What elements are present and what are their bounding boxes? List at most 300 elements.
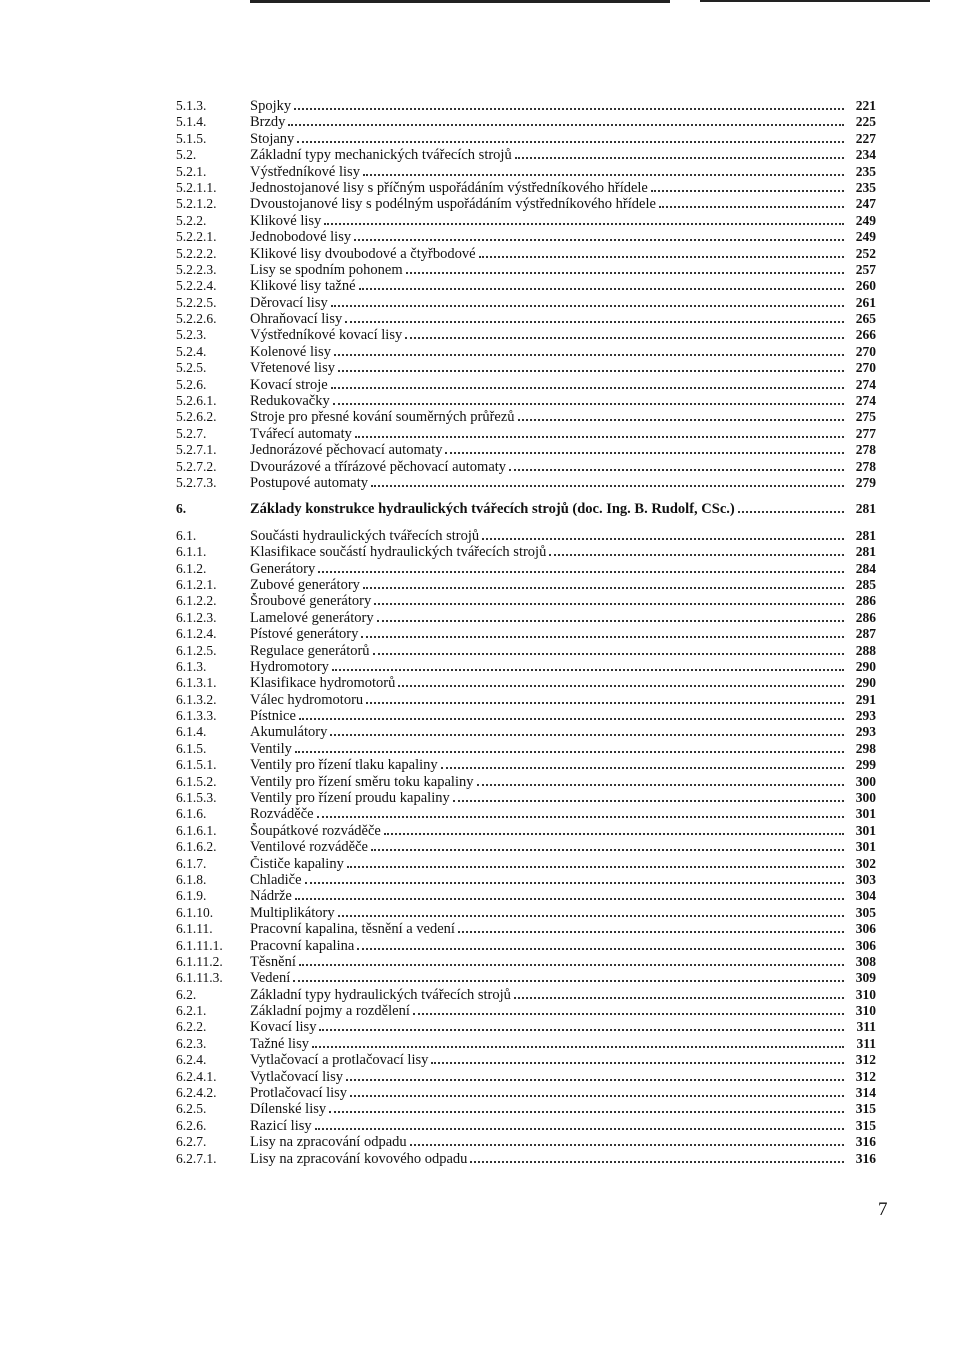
toc-entry-page: 316 bbox=[855, 1150, 876, 1166]
toc-entry bbox=[176, 985, 876, 1001]
toc-entry-page: 301 bbox=[855, 822, 876, 838]
toc-entry-number: 5.2.6. bbox=[176, 376, 207, 392]
toc-entry-number: 5.2.2.4. bbox=[176, 278, 217, 294]
toc-entry-title: Válec hydromotoru bbox=[250, 691, 364, 708]
toc-entry bbox=[176, 690, 876, 706]
toc-entry-number: 6.1.11.1. bbox=[176, 937, 223, 953]
toc-entry bbox=[176, 178, 876, 194]
toc-entry-page: 312 bbox=[855, 1052, 876, 1068]
toc-entry-page: 277 bbox=[855, 425, 876, 441]
toc-entry-page: 270 bbox=[855, 360, 876, 376]
toc-entry-title: Zubové generátory bbox=[250, 576, 360, 593]
toc-entry-number: 6.2.4. bbox=[176, 1052, 207, 1068]
toc-entry-title: Dvoustojanové lisy s podélným uspořádáním výstředníkového hřídele bbox=[250, 196, 656, 213]
toc-entry bbox=[176, 739, 876, 755]
toc-entry bbox=[176, 162, 876, 178]
toc-entry-title: Výstředníkové lisy bbox=[250, 163, 360, 180]
toc-entry-number: 6.1.5.3. bbox=[176, 790, 217, 806]
toc-entry bbox=[176, 821, 876, 837]
toc-entry-number: 6.1.8. bbox=[176, 871, 207, 887]
toc-entry-title: Součásti hydraulických tvářecích strojů bbox=[250, 527, 480, 544]
toc-entry-number: 6.2.7. bbox=[176, 1134, 207, 1150]
dot-leader bbox=[515, 145, 844, 159]
page-number: 7 bbox=[878, 1199, 888, 1220]
dot-leader bbox=[305, 870, 844, 884]
toc-entry-number: 5.2.1. bbox=[176, 163, 207, 179]
toc-entry bbox=[176, 673, 876, 692]
dot-leader bbox=[295, 886, 844, 900]
toc-entry-number: 5.2.7. bbox=[176, 425, 207, 441]
toc-entry-page: 301 bbox=[855, 839, 876, 855]
toc-entry-title: Ventily pro řízení směru toku kapaliny bbox=[250, 773, 474, 790]
toc-entry-title: Akumulátory bbox=[250, 724, 328, 741]
toc-entry bbox=[176, 1034, 876, 1050]
toc-entry-page: 227 bbox=[855, 130, 876, 146]
toc-entry-number: 5.2.7.1. bbox=[176, 442, 217, 458]
toc-entry-title: Čističe kapaliny bbox=[250, 855, 344, 872]
toc-entry-title: Chladiče bbox=[250, 871, 302, 888]
toc-entry-number: 6.1.4. bbox=[176, 724, 207, 740]
dot-leader bbox=[359, 276, 844, 290]
scan-edge-mark bbox=[700, 0, 930, 2]
dot-leader bbox=[334, 342, 844, 356]
toc-entry-number: 6.1.9. bbox=[176, 888, 207, 904]
toc-entry-page: 221 bbox=[855, 98, 876, 113]
toc-entry-title: Jednobodové lisy bbox=[250, 229, 352, 246]
toc-entry-page: 279 bbox=[855, 474, 876, 490]
toc-entry-title: Šoupátkové rozváděče bbox=[250, 822, 381, 839]
toc-entry-page: 303 bbox=[855, 871, 876, 887]
toc-entry-page: 315 bbox=[855, 1117, 876, 1133]
toc-entry bbox=[176, 96, 876, 112]
toc-entry-number: 5.2.7.3. bbox=[176, 474, 217, 490]
dot-leader bbox=[509, 457, 844, 471]
toc-entry bbox=[176, 499, 876, 518]
toc-entry-number: 5.2.2.1. bbox=[176, 229, 217, 245]
toc-entry-title: Vedení bbox=[250, 970, 291, 987]
toc-entry-page: 281 bbox=[855, 501, 876, 517]
toc-entry-page: 270 bbox=[855, 343, 876, 359]
toc-entry bbox=[176, 804, 876, 823]
toc-entry-number: 6.1.3.2. bbox=[176, 691, 217, 707]
toc-entry-title: Pístnice bbox=[250, 708, 296, 725]
dot-leader bbox=[479, 244, 844, 258]
toc-entry-number: 6.2.2. bbox=[176, 1019, 207, 1035]
toc-entry-number: 6.1.3. bbox=[176, 658, 207, 674]
dot-leader bbox=[514, 985, 844, 999]
toc-entry bbox=[176, 936, 876, 952]
toc-entry-title: Pístové generátory bbox=[250, 626, 359, 643]
toc-entry bbox=[176, 542, 876, 561]
toc-entry-title: Šroubové generátory bbox=[250, 593, 372, 610]
toc-entry bbox=[176, 657, 876, 673]
toc-entry-number: 6.1.11.3. bbox=[176, 970, 223, 986]
dot-leader bbox=[330, 722, 844, 736]
toc-entry-title: Stojany bbox=[250, 130, 295, 147]
dot-leader bbox=[338, 358, 844, 372]
toc-entry bbox=[176, 837, 876, 856]
toc-entry bbox=[176, 473, 876, 489]
toc-entry-title: Základy konstrukce hydraulických tvářecích strojů (doc. Ing. B. Rudolf, CSc.) bbox=[250, 501, 735, 518]
toc-entry-number: 5.2.6.2. bbox=[176, 409, 217, 425]
toc-entry-page: 300 bbox=[855, 773, 876, 789]
toc-entry-number: 6.1. bbox=[176, 527, 197, 543]
toc-entry-page: 288 bbox=[855, 642, 876, 658]
toc-entry-title: Hydromotory bbox=[250, 658, 329, 675]
toc-entry-number: 6.1.1. bbox=[176, 544, 207, 560]
dot-leader bbox=[549, 542, 844, 556]
toc-entry bbox=[176, 624, 876, 643]
toc-entry bbox=[176, 1083, 876, 1102]
toc-entry-number: 6. bbox=[176, 501, 187, 517]
toc-entry-page: 281 bbox=[855, 544, 876, 560]
dot-leader bbox=[346, 1067, 844, 1081]
toc-entry-page: 274 bbox=[855, 376, 876, 392]
dot-leader bbox=[482, 526, 844, 540]
dot-leader bbox=[477, 772, 845, 786]
dot-leader bbox=[406, 260, 844, 274]
toc-entry-page: 306 bbox=[855, 921, 876, 937]
toc-entry-page: 293 bbox=[855, 724, 876, 740]
toc-entry bbox=[176, 1050, 876, 1069]
dot-leader bbox=[398, 673, 844, 687]
toc-entry-number: 6.1.2.2. bbox=[176, 593, 217, 609]
toc-entry-number: 6.2.4.1. bbox=[176, 1068, 217, 1084]
dot-leader bbox=[374, 591, 844, 605]
toc-entry-number: 5.2.1.2. bbox=[176, 196, 217, 212]
toc-entry bbox=[176, 342, 876, 358]
toc-entry-page: 299 bbox=[855, 757, 876, 773]
toc-entry bbox=[176, 641, 876, 657]
toc-entry bbox=[176, 424, 876, 440]
toc-entry-title: Klikové lisy dvoubodové a čtyřbodové bbox=[250, 245, 476, 262]
toc-entry-title: Brzdy bbox=[250, 114, 286, 131]
toc-entry bbox=[176, 722, 876, 741]
toc-entry-title: Klikové lisy bbox=[250, 212, 322, 229]
toc-entry-number: 6.1.11. bbox=[176, 921, 213, 937]
toc-entry-page: 293 bbox=[855, 708, 876, 724]
toc-entry-page: 234 bbox=[855, 147, 876, 163]
dot-leader bbox=[317, 804, 844, 818]
toc-entry bbox=[176, 358, 876, 377]
dot-leader bbox=[294, 96, 844, 110]
toc-entry-title: Základní typy hydraulických tvářecích strojů bbox=[250, 986, 511, 1003]
dot-leader bbox=[371, 473, 844, 487]
toc-entry-page: 291 bbox=[855, 691, 876, 707]
toc-entry-page: 225 bbox=[855, 114, 876, 130]
dot-leader bbox=[354, 227, 844, 241]
toc-entry-title: Dílenské lisy bbox=[250, 1101, 327, 1118]
toc-entry-page: 257 bbox=[855, 261, 876, 277]
toc-entry bbox=[176, 293, 876, 309]
toc-entry bbox=[176, 952, 876, 968]
dot-leader bbox=[361, 624, 844, 638]
toc-entry-number: 5.2.2.5. bbox=[176, 294, 217, 310]
dot-leader bbox=[377, 608, 844, 622]
dot-leader bbox=[299, 952, 844, 966]
toc-entry bbox=[176, 325, 876, 344]
dot-leader bbox=[518, 407, 844, 421]
toc-entry-title: Multiplikátory bbox=[250, 904, 335, 921]
dot-leader bbox=[470, 1149, 844, 1163]
toc-entry bbox=[176, 309, 876, 328]
dot-leader bbox=[338, 903, 844, 917]
toc-entry bbox=[176, 260, 876, 276]
toc-entry-number: 5.2.2. bbox=[176, 212, 207, 228]
toc-entry-number: 5.2.7.2. bbox=[176, 458, 217, 474]
toc-entry-page: 316 bbox=[855, 1134, 876, 1150]
dot-leader bbox=[295, 739, 844, 753]
toc-entry bbox=[176, 375, 876, 391]
toc-entry bbox=[176, 129, 876, 145]
dot-leader bbox=[347, 854, 844, 868]
toc-entry bbox=[176, 440, 876, 459]
toc-entry-page: 314 bbox=[855, 1085, 876, 1101]
toc-entry-number: 6.2.3. bbox=[176, 1035, 207, 1051]
dot-leader bbox=[441, 755, 844, 769]
toc-entry-number: 5.2.2.6. bbox=[176, 311, 217, 327]
toc-entry-number: 5.2.2.2. bbox=[176, 245, 217, 261]
toc-entry-number: 5.2.5. bbox=[176, 360, 207, 376]
dot-leader bbox=[333, 391, 844, 405]
toc-entry-page: 281 bbox=[855, 527, 876, 543]
toc-entry-title: Klikové lisy tažné bbox=[250, 278, 356, 295]
toc-entry-page: 235 bbox=[855, 163, 876, 179]
toc-entry bbox=[176, 145, 876, 164]
dot-leader bbox=[332, 657, 844, 671]
toc-entry-page: 286 bbox=[855, 593, 876, 609]
toc-entry-number: 6.1.6.1. bbox=[176, 822, 217, 838]
toc-entry-number: 6.1.2.1. bbox=[176, 576, 217, 592]
dot-leader bbox=[738, 499, 844, 513]
toc-entry bbox=[176, 227, 876, 246]
toc-entry-title: Ventily pro řízení proudu kapaliny bbox=[250, 790, 450, 807]
toc-entry-page: 260 bbox=[855, 278, 876, 294]
toc-entry-title: Postupové automaty bbox=[250, 474, 369, 491]
toc-entry-page: 308 bbox=[855, 953, 876, 969]
toc-entry-page: 315 bbox=[855, 1101, 876, 1117]
toc-entry-number: 6.2.5. bbox=[176, 1101, 207, 1117]
toc-entry-title: Základní typy mechanických tvářecích strojů bbox=[250, 147, 512, 164]
toc-entry-page: 306 bbox=[855, 937, 876, 953]
dot-leader bbox=[345, 309, 844, 323]
toc-entry bbox=[176, 1017, 876, 1036]
toc-entry bbox=[176, 1099, 876, 1118]
toc-entry-title: Razicí lisy bbox=[250, 1117, 312, 1134]
toc-entry bbox=[176, 1149, 876, 1165]
toc-entry-number: 6.1.10. bbox=[176, 904, 214, 920]
toc-entry bbox=[176, 559, 876, 575]
toc-entry bbox=[176, 276, 876, 295]
toc-entry-number: 6.1.2.4. bbox=[176, 626, 217, 642]
toc-entry-number: 6.1.3.3. bbox=[176, 708, 217, 724]
toc-entry bbox=[176, 211, 876, 227]
toc-entry-page: 311 bbox=[856, 1019, 876, 1035]
toc-entry-number: 5.2. bbox=[176, 147, 197, 163]
toc-entry-number: 5.2.6.1. bbox=[176, 393, 217, 409]
toc-entry-number: 6.1.6.2. bbox=[176, 839, 217, 855]
table-of-contents bbox=[176, 96, 876, 1165]
toc-entry-page: 304 bbox=[855, 888, 876, 904]
toc-entry-title: Pracovní kapalina, těsnění a vedení bbox=[250, 921, 455, 938]
toc-entry-number: 5.2.2.3. bbox=[176, 261, 217, 277]
dot-leader bbox=[445, 440, 844, 454]
toc-entry-page: 278 bbox=[855, 442, 876, 458]
toc-entry-title: Lisy na zpracování kovového odpadu bbox=[250, 1150, 468, 1167]
toc-entry-number: 6.1.6. bbox=[176, 806, 207, 822]
dot-leader bbox=[293, 968, 844, 982]
toc-entry-number: 6.1.7. bbox=[176, 855, 207, 871]
toc-entry-title: Těsnění bbox=[250, 953, 296, 970]
toc-entry bbox=[176, 788, 876, 807]
toc-entry-page: 302 bbox=[855, 855, 876, 871]
toc-entry-number: 6.2.1. bbox=[176, 1003, 207, 1019]
toc-entry-title: Výstředníkové kovací lisy bbox=[250, 327, 403, 344]
toc-entry-page: 298 bbox=[855, 740, 876, 756]
toc-entry-number: 6.2.7.1. bbox=[176, 1150, 217, 1166]
dot-leader bbox=[431, 1050, 844, 1064]
toc-entry-page: 235 bbox=[855, 179, 876, 195]
toc-entry bbox=[176, 608, 876, 624]
scan-edge-mark bbox=[250, 0, 670, 3]
toc-entry-page: 247 bbox=[855, 196, 876, 212]
toc-entry-title: Tažné lisy bbox=[250, 1035, 309, 1052]
toc-entry-page: 285 bbox=[855, 576, 876, 592]
toc-entry-title: Regulace generátorů bbox=[250, 642, 370, 659]
dot-leader bbox=[355, 424, 844, 438]
toc-entry bbox=[176, 968, 876, 987]
dot-leader bbox=[366, 690, 844, 704]
toc-entry-page: 287 bbox=[855, 626, 876, 642]
dot-leader bbox=[659, 194, 844, 208]
dot-leader bbox=[651, 178, 844, 192]
toc-entry-page: 300 bbox=[855, 790, 876, 806]
toc-entry-title: Tvářecí automaty bbox=[250, 425, 352, 442]
toc-entry-title: Stroje pro přesné kování souměrných průřezů bbox=[250, 409, 515, 426]
toc-entry-title: Ohraňovací lisy bbox=[250, 311, 343, 328]
toc-entry-title: Rozváděče bbox=[250, 806, 314, 823]
toc-entry-number: 5.1.4. bbox=[176, 114, 207, 130]
toc-entry-page: 310 bbox=[855, 986, 876, 1002]
dot-leader bbox=[315, 1116, 844, 1130]
toc-entry bbox=[176, 457, 876, 473]
dot-leader bbox=[350, 1083, 844, 1097]
toc-entry-number: 6.1.5.1. bbox=[176, 757, 217, 773]
toc-entry bbox=[176, 1001, 876, 1020]
toc-entry-number: 5.2.1.1. bbox=[176, 179, 217, 195]
toc-entry-page: 290 bbox=[855, 658, 876, 674]
toc-entry-page: 309 bbox=[855, 970, 876, 986]
dot-leader bbox=[363, 162, 844, 176]
toc-entry bbox=[176, 1132, 876, 1151]
toc-entry-title: Lamelové generátory bbox=[250, 609, 374, 626]
toc-entry-title: Spojky bbox=[250, 98, 292, 114]
toc-entry-title: Generátory bbox=[250, 560, 316, 577]
toc-entry-page: 290 bbox=[855, 675, 876, 691]
toc-entry-number: 6.1.2. bbox=[176, 560, 207, 576]
toc-entry-title: Vřetenové lisy bbox=[250, 360, 335, 377]
toc-entry-page: 284 bbox=[855, 560, 876, 576]
toc-entry-page: 261 bbox=[855, 294, 876, 310]
toc-entry-title: Jednorázové pěchovací automaty bbox=[250, 442, 443, 459]
toc-entry-number: 6.2.6. bbox=[176, 1117, 207, 1133]
toc-entry bbox=[176, 1116, 876, 1132]
toc-entry bbox=[176, 854, 876, 870]
toc-entry-number: 6.1.3.1. bbox=[176, 675, 217, 691]
dot-leader bbox=[405, 325, 844, 339]
dot-leader bbox=[453, 788, 844, 802]
dot-leader bbox=[324, 211, 844, 225]
toc-entry-title: Ventily pro řízení tlaku kapaliny bbox=[250, 757, 438, 774]
toc-entry bbox=[176, 772, 876, 788]
dot-leader bbox=[299, 706, 844, 720]
toc-entry-title: Pracovní kapalina bbox=[250, 937, 355, 954]
toc-entry bbox=[176, 244, 876, 260]
toc-entry bbox=[176, 407, 876, 426]
toc-entry-page: 301 bbox=[855, 806, 876, 822]
toc-entry-number: 5.1.5. bbox=[176, 130, 207, 146]
toc-entry-page: 249 bbox=[855, 229, 876, 245]
toc-entry bbox=[176, 526, 876, 542]
toc-entry-title: Jednostojanové lisy s příčným uspořádáním výstředníkového hřídele bbox=[250, 179, 648, 196]
toc-entry bbox=[176, 886, 876, 905]
toc-entry-page: 275 bbox=[855, 409, 876, 425]
toc-entry-title: Základní pojmy a rozdělení bbox=[250, 1003, 410, 1020]
toc-entry-number: 6.1.5. bbox=[176, 740, 207, 756]
dot-leader bbox=[312, 1034, 844, 1048]
toc-entry-title: Ventily bbox=[250, 740, 292, 757]
toc-entry bbox=[176, 755, 876, 774]
toc-entry-page: 252 bbox=[855, 245, 876, 261]
dot-leader bbox=[331, 375, 844, 389]
dot-leader bbox=[297, 129, 844, 143]
toc-entry bbox=[176, 194, 876, 213]
toc-entry bbox=[176, 591, 876, 610]
toc-entry-title: Kolenové lisy bbox=[250, 343, 331, 360]
dot-leader bbox=[413, 1001, 844, 1015]
toc-entry-number: 6.2.4.2. bbox=[176, 1085, 217, 1101]
toc-entry-page: 311 bbox=[856, 1035, 876, 1051]
toc-entry-page: 305 bbox=[855, 904, 876, 920]
toc-entry bbox=[176, 919, 876, 938]
dot-leader bbox=[384, 821, 844, 835]
toc-entry-title: Kovací lisy bbox=[250, 1019, 317, 1036]
toc-entry-page: 265 bbox=[855, 311, 876, 327]
dot-leader bbox=[410, 1132, 844, 1146]
toc-entry-page: 310 bbox=[855, 1003, 876, 1019]
dot-leader bbox=[331, 293, 844, 307]
toc-entry-number: 6.1.5.2. bbox=[176, 773, 217, 789]
toc-entry-title: Vytlačovací lisy bbox=[250, 1068, 344, 1085]
toc-entry-title: Lisy se spodním pohonem bbox=[250, 261, 403, 278]
toc-entry-number: 5.1.3. bbox=[176, 98, 207, 113]
toc-entry-title: Ventilové rozváděče bbox=[250, 839, 368, 856]
toc-entry bbox=[176, 1067, 876, 1083]
toc-entry-page: 266 bbox=[855, 327, 876, 343]
toc-entry-title: Protlačovací lisy bbox=[250, 1085, 348, 1102]
dot-leader bbox=[318, 559, 844, 573]
toc-entry-title: Děrovací lisy bbox=[250, 294, 328, 311]
toc-entry-title: Klasifikace hydromotorů bbox=[250, 675, 396, 692]
toc-entry-page: 278 bbox=[855, 458, 876, 474]
dot-leader bbox=[373, 641, 844, 655]
toc-entry-page: 249 bbox=[855, 212, 876, 228]
toc-entry bbox=[176, 870, 876, 886]
toc-entry-number: 6.1.11.2. bbox=[176, 953, 223, 969]
toc-entry-page: 274 bbox=[855, 393, 876, 409]
dot-leader bbox=[371, 837, 844, 851]
toc-entry-title: Lisy na zpracování odpadu bbox=[250, 1134, 407, 1151]
